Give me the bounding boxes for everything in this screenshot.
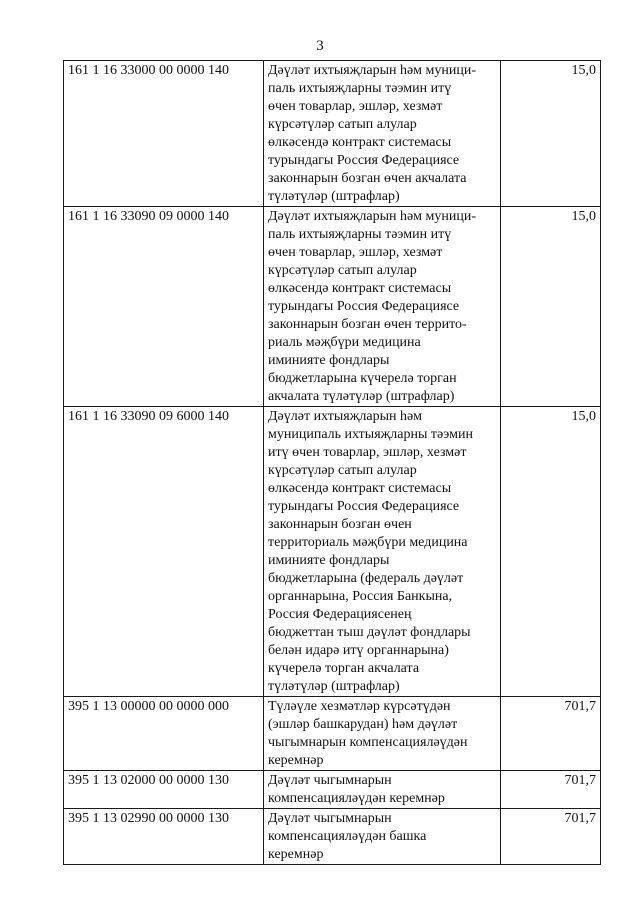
revenue-code-cell: 161 1 16 33090 09 0000 140 [64, 207, 264, 407]
budget-revenue-table [63, 60, 601, 865]
revenue-amount-cell: 15,0 [501, 207, 601, 407]
revenue-name-cell: Дәүләт чыгымнарын компенсацияләүдән башка керемнәр [264, 809, 501, 865]
table-row [64, 809, 601, 865]
table-row [64, 407, 601, 697]
revenue-code-cell: 161 1 16 33000 00 0000 140 [64, 61, 264, 207]
table-row [64, 61, 601, 207]
revenue-code-cell: 395 1 13 02990 00 0000 130 [64, 809, 264, 865]
revenue-name-cell: Дәүләт ихтыяҗларын һәм муници- паль ихтыяҗларны тәэмин итү өчен товарлар, эшләр, хезмәт күрсәтүләр сатып алулар өлкәсендә контракт системасы турындагы Россия Федерациясе законнарын бозган өчен акчалата түләтүләр (штрафлар) [264, 61, 501, 207]
revenue-amount-cell: 701,7 [501, 771, 601, 809]
page-number: 3 [316, 38, 324, 54]
revenue-code-cell: 161 1 16 33090 09 6000 140 [64, 407, 264, 697]
revenue-amount-cell: 701,7 [501, 809, 601, 865]
revenue-name-cell: Дәүләт ихтыяҗларын һәм муници- паль ихтыяҗларны тәэмин итү өчен товарлар, эшләр, хезмәт күрсәтүләр сатып алулар өлкәсендә контракт системасы турындагы Россия Федерациясе законнарын бозган өчен террито- риаль мәҗбүри медицина иминияте фондлары бюджетларына күчерелә торган акчалата түләтүләр (штрафлар) [264, 207, 501, 407]
table-row [64, 207, 601, 407]
revenue-amount-cell: 701,7 [501, 697, 601, 771]
table-row [64, 697, 601, 771]
revenue-name-cell: Дәүләт ихтыяҗларын һәм муниципаль ихтыяҗларны тәэмин итү өчен товарлар, эшләр, хезмәт күрсәтүләр сатып алулар өлкәсендә контракт системасы турындагы Россия Федерациясе законнарын бозган өчен территориаль мәҗбүри медицина иминияте фондлары бюджетларына (федераль дәүләт органнарына, Россия Банкына, Россия Федерациясенең бюджеттан тыш дәүләт фондлары белән идарә итү органнарына) күчерелә торган акчалата түләтүләр (штрафлар) [264, 407, 501, 697]
revenue-code-cell: 395 1 13 02000 00 0000 130 [64, 771, 264, 809]
revenue-code-cell: 395 1 13 00000 00 0000 000 [64, 697, 264, 771]
revenue-name-cell: Дәүләт чыгымнарын компенсацияләүдән керемнәр [264, 771, 501, 809]
revenue-name-cell: Түләүле хезмәтләр күрсәтүдән (эшләр башкарудан) һәм дәүләт чыгымнарын компенсацияләүдән керемнәр [264, 697, 501, 771]
revenue-amount-cell: 15,0 [501, 407, 601, 697]
table-row [64, 771, 601, 809]
revenue-amount-cell: 15,0 [501, 61, 601, 207]
